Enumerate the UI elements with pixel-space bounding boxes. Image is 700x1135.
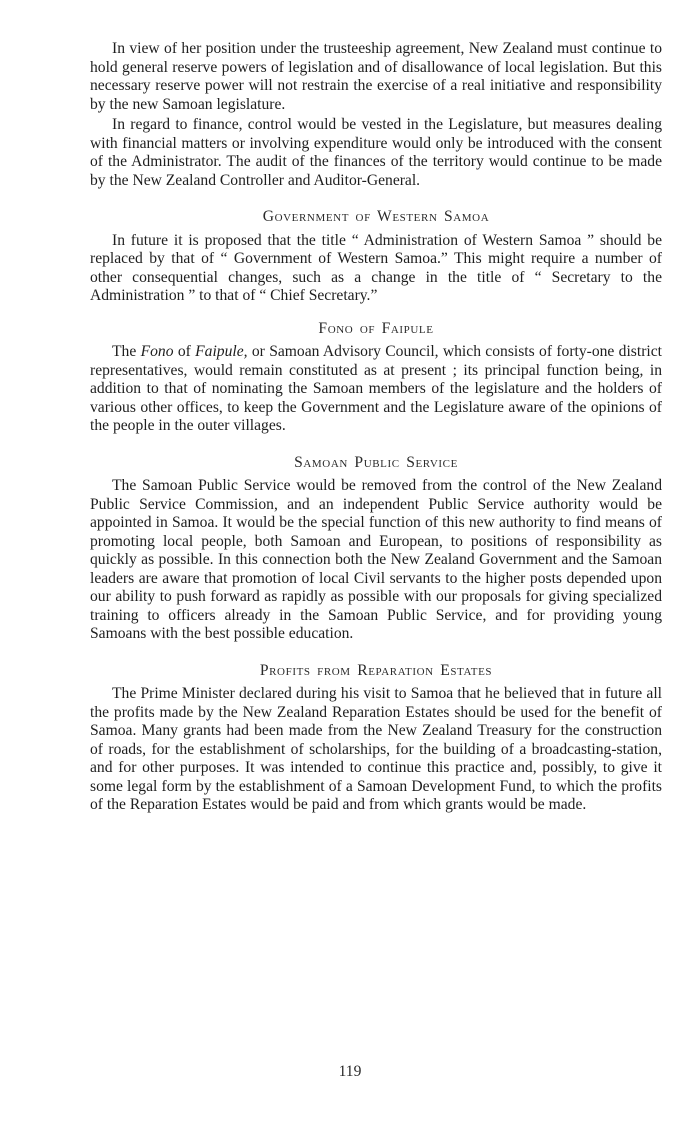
faipule-term: Faipule, (195, 343, 248, 360)
heading-samoan-public-service: Samoan Public Service (294, 453, 458, 471)
heading-fono-of-faipule: Fono of Faipule (318, 319, 434, 337)
paragraph-fono-lead: The (112, 343, 141, 360)
paragraph-reparation-profits: The Prime Minister declared during his visit to Samoa that he believed that in future all the profits made by the New Zealand Reparation Estates should be used for the benefit of Samoa. Many grants had been made from the New Zealand Treasury for the construction of roads, for the establishment of scholarships, for the building of a broadcasting-station, and for other purposes. It was intended to continue this practice and, possibly, to give it some legal form by the establishment of a Samoan Development Fund, to which the profits of the Reparation Estates would be paid and from which grants would be made. (90, 685, 662, 813)
heading-government-of-western-samoa: Government of Western Samoa (262, 208, 490, 225)
paragraph-fono (90, 343, 662, 436)
heading-profits-from-reparation-estates: Profits from Reparation Estates (259, 661, 493, 679)
paragraph-fono-rest: or Samoan Advisory Council, which consists of forty-one district representatives, would remain constituted as at present ; its principal function being, in addition to that of nominating the Samoan members of the legislature and the holders of various other offices, to keep the Government and the Legislature aware of the opinions of the people in the outer villages. (90, 343, 662, 434)
paragraph-fono-of: of (173, 343, 196, 360)
page-number: 119 (338, 1063, 362, 1080)
paragraph-government-title: In future it is proposed that the title “ Administration of Western Samoa ” should be replaced by that of “ Government of Western Samoa.” This might require a number of other consequential changes, such as a change in the title of “ Secretary to the Administration ” to that of “ Chief Secretary.” (90, 231, 662, 304)
paragraph-public-service: The Samoan Public Service would be removed from the control of the New Zealand Public Service Commission, and an independent Public Service authority would be appointed in Samoa. It would be the special function of this new authority to find means of promoting local people, both Samoan and European, to positions of responsibility as quickly as possible. In this connection both the New Zealand Government and the Samoan leaders are aware that promotion of local Civil servants to the higher posts depended upon our ability to push forward as rapidly as possible with our proposals for giving specialized training to officers already in the Samoan Public Service, and for providing young Samoans with the best possible education. (90, 477, 662, 642)
fono-term: Fono (140, 343, 174, 360)
document-page (90, 40, 662, 817)
paragraph-reserve-powers: In view of her position under the trusteeship agreement, New Zealand must continue to hold general reserve powers of legislation and of disallowance of local legislation. But this necessary reserve power will not restrain the exercise of a real initiative and responsibility by the new Samoan legislature. (90, 40, 662, 113)
paragraph-finance: In regard to finance, control would be vested in the Legislature, but measures dealing with financial matters or involving expenditure would only be introduced with the consent of the Administrator. The audit of the finances of the territory would continue to be made by the New Zealand Controller and Auditor-General. (90, 116, 662, 189)
